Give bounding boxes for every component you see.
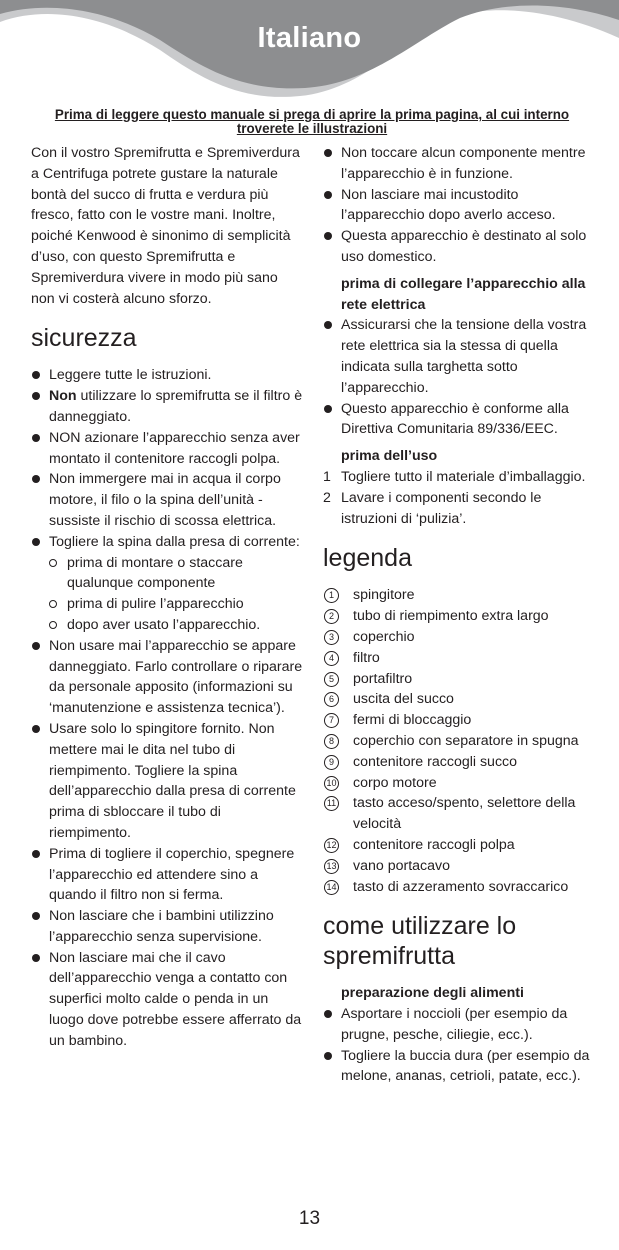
legend-list bbox=[323, 585, 593, 897]
legend-item: 2 tubo di riempimento extra largo bbox=[323, 606, 593, 627]
list-item: Non lasciare che i bambini utilizzino l’apparecchio senza supervisione. bbox=[31, 906, 303, 948]
list-item: Questo apparecchio è conforme alla Direttiva Comunitaria 89/336/EEC. bbox=[323, 399, 593, 441]
legend-number: 10 bbox=[324, 776, 339, 791]
before-use-heading: prima dell’uso bbox=[341, 448, 438, 465]
sub-list-item: prima di pulire l’apparecchio bbox=[49, 594, 303, 615]
legend-number: 7 bbox=[324, 713, 339, 728]
legend-item: 9 contenitore raccogli succo bbox=[323, 752, 593, 773]
list-item: 1 Togliere tutto il materiale d’imballaggio. bbox=[323, 468, 586, 485]
list-item: Togliere la spina dalla presa di corrente: prima di montare o staccare qualunque componente prima di pulire l’apparecchio dopo aver usato l’apparecchio. bbox=[31, 532, 303, 636]
page-title: Italiano bbox=[257, 22, 362, 54]
legend-heading: legenda bbox=[323, 544, 412, 573]
legend-number: 3 bbox=[324, 630, 339, 645]
emphasis: Non bbox=[49, 388, 77, 405]
food-preparation-list bbox=[323, 1004, 593, 1087]
list-item: Non utilizzare lo spremifrutta se il filtro è danneggiato. bbox=[31, 386, 303, 428]
list-item: Assicurarsi che la tensione della vostra rete elettrica sia la stessa di quella indicata sulla targhetta sotto l’apparecchio. bbox=[323, 315, 593, 398]
legend-item: 8 coperchio con separatore in spugna bbox=[323, 731, 593, 752]
list-item: Non immergere mai in acqua il corpo motore, il filo o la spina dell’unità - sussiste il rischio di scossa elettrica. bbox=[31, 469, 303, 531]
page-number: 13 bbox=[298, 1208, 321, 1229]
before-plugging-list bbox=[323, 315, 593, 440]
legend-number: 9 bbox=[324, 755, 339, 770]
list-item: NON azionare l’apparecchio senza aver montato il contenitore raccogli polpa. bbox=[31, 428, 303, 470]
right-column bbox=[323, 143, 593, 1087]
sub-list-item: dopo aver usato l’apparecchio. bbox=[49, 615, 303, 636]
safety-heading: sicurezza bbox=[31, 324, 137, 353]
legend-item: 14 tasto di azzeramento sovraccarico bbox=[323, 877, 593, 898]
list-item: Usare solo lo spingitore fornito. Non mettere mai le dita nel tubo di riempimento. Togliere la spina dell’apparecchio dalla presa di corrente prima di sbloccare il tubo di riempimento. bbox=[31, 719, 303, 844]
legend-item: 1 spingitore bbox=[323, 585, 593, 606]
legend-number: 13 bbox=[324, 859, 339, 874]
list-item: Togliere la buccia dura (per esempio da melone, ananas, cetrioli, patate, ecc.). bbox=[323, 1046, 593, 1088]
legend-item: 12 contenitore raccogli polpa bbox=[323, 835, 593, 856]
list-item: Non usare mai l’apparecchio se appare danneggiato. Farlo controllare o riparare da personale apposito (informazioni su ‘manutenzione e assistenza tecnica’). bbox=[31, 636, 303, 719]
list-item: Non lasciare mai incustodito l’apparecchio dopo averlo acceso. bbox=[323, 185, 593, 227]
list-item: Leggere tutte le istruzioni. bbox=[31, 365, 303, 386]
list-item: Prima di togliere il coperchio, spegnere l’apparecchio ed attendere sino a quando il filtro non si ferma. bbox=[31, 844, 303, 906]
before-use-list bbox=[323, 467, 593, 529]
intro-paragraph: Con il vostro Spremifrutta e Spremiverdura a Centrifuga potrete gustare la naturale bontà del succo di frutta e verdura più fresco, fatto con le vostre mani. Inoltre, poiché Kenwood è sinonimo di semplicità d’uso, con questo Spremifrutta e Spremiverdura vivere in modo più sano non vi costerà alcuno sforzo. bbox=[31, 145, 300, 307]
left-column bbox=[31, 143, 303, 1052]
legend-number: 1 bbox=[324, 588, 339, 603]
legend-item: 4 filtro bbox=[323, 648, 593, 669]
legend-number: 8 bbox=[324, 734, 339, 749]
legend-item: 5 portafiltro bbox=[323, 669, 593, 690]
legend-item: 10 corpo motore bbox=[323, 773, 593, 794]
notice-text: Prima di leggere questo manuale si prega di aprire la prima pagina, al cui interno troverete le illustrazioni bbox=[54, 107, 570, 136]
legend-item: 11 tasto acceso/spento, selettore della velocità bbox=[323, 793, 593, 835]
before-plugging-heading: prima di collegare l’apparecchio alla rete elettrica bbox=[341, 275, 586, 313]
legend-number: 5 bbox=[324, 672, 339, 687]
legend-item: 13 vano portacavo bbox=[323, 856, 593, 877]
safety-list-continued bbox=[323, 143, 593, 268]
sub-list-item: prima di montare o staccare qualunque componente bbox=[49, 553, 303, 595]
list-item: Questa apparecchio è destinato al solo uso domestico. bbox=[323, 226, 593, 268]
food-preparation-heading: preparazione degli alimenti bbox=[341, 985, 524, 1002]
legend-number: 11 bbox=[324, 796, 339, 811]
legend-number: 6 bbox=[324, 692, 339, 707]
sub-list bbox=[49, 553, 303, 636]
legend-number: 2 bbox=[324, 609, 339, 624]
list-item: 2 Lavare i componenti secondo le istruzioni di ‘pulizia’. bbox=[323, 489, 542, 527]
legend-item: 3 coperchio bbox=[323, 627, 593, 648]
legend-item: 7 fermi di bloccaggio bbox=[323, 710, 593, 731]
how-to-use-heading: come utilizzare lo spremifrutta bbox=[323, 912, 517, 971]
legend-number: 12 bbox=[324, 838, 339, 853]
legend-item: 6 uscita del succo bbox=[323, 689, 593, 710]
legend-number: 4 bbox=[324, 651, 339, 666]
legend-number: 14 bbox=[324, 880, 339, 895]
list-item: Non lasciare mai che il cavo dell’apparecchio venga a contatto con superfici molto calde o penda in un luogo dove potrebbe essere afferrato da un bambino. bbox=[31, 948, 303, 1052]
header-banner bbox=[0, 0, 619, 110]
safety-list bbox=[31, 365, 303, 1051]
list-item: Asportare i noccioli (per esempio da prugne, pesche, ciliegie, ecc.). bbox=[323, 1004, 593, 1046]
list-item: Non toccare alcun componente mentre l’apparecchio è in funzione. bbox=[323, 143, 593, 185]
